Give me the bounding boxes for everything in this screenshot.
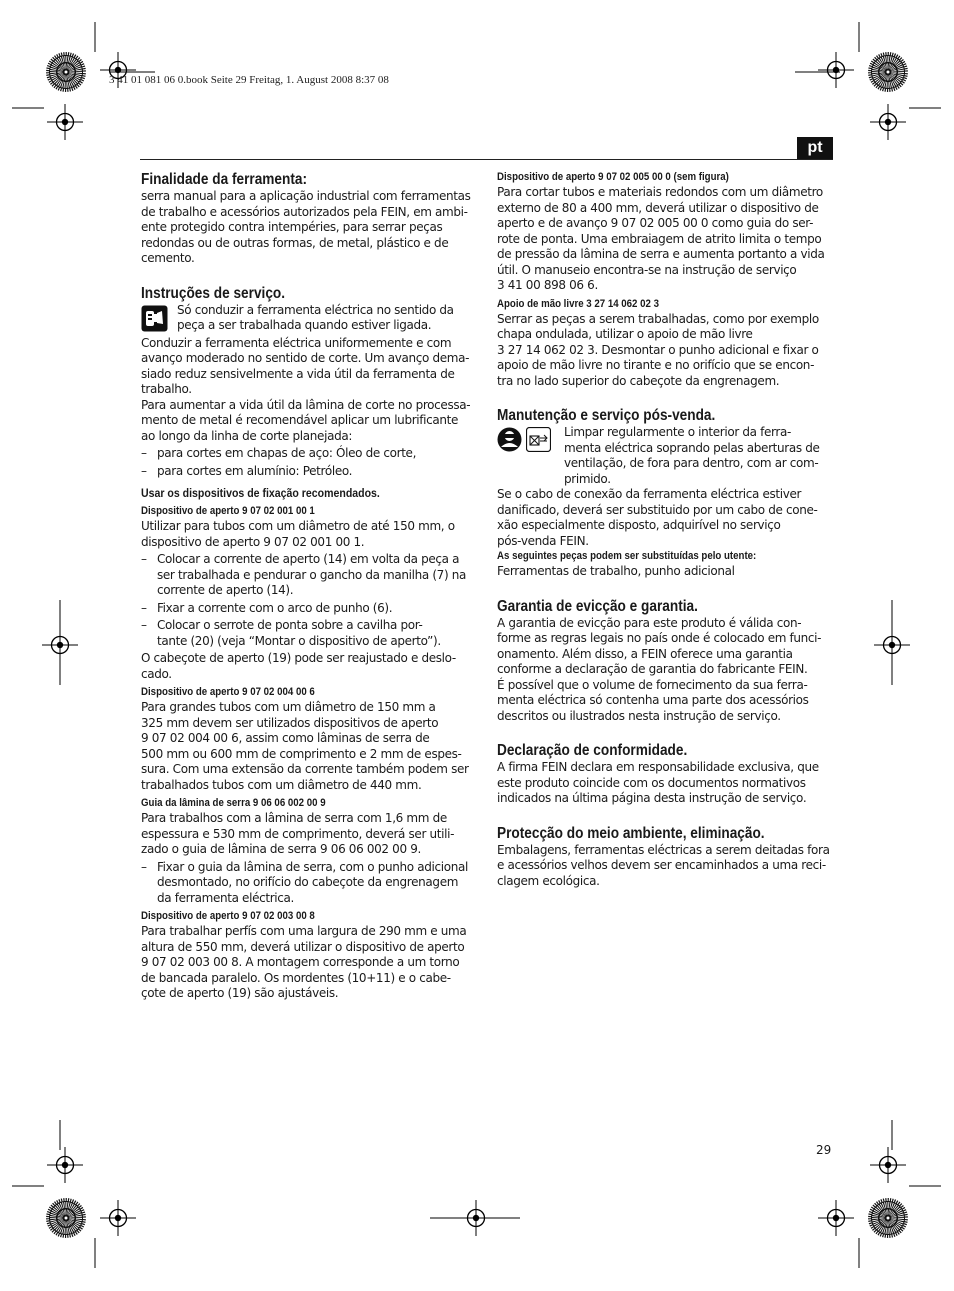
list-item: – para cortes em chapas de aço: Óleo de corte, bbox=[141, 446, 417, 460]
subsection-heading: Dispositivo de aperto 9 07 02 004 00 6 bbox=[141, 686, 315, 698]
section-heading: Instruções de serviço. bbox=[141, 284, 286, 302]
section-text: A firma FEIN declara em responsabilidade exclusiva, que este produto coincide com os documentos normativos indicados na última página desta instrução de serviço. bbox=[497, 760, 819, 805]
section-text: Ferramentas de trabalho, punho adicional bbox=[497, 564, 735, 578]
section-text: Para grandes tubos com um diâmetro de 150 mm a 325 mm devem ser utilizados dispositivos de aperto 9 07 02 004 00 6, assim como lâminas de serra de 500 mm ou 600 mm de comprimento e 2 mm de espes- sura. Com uma extensão da corrente também podem ser trabalhados tubos com um diâmetro de 440 mm. bbox=[141, 700, 469, 792]
section-text: A garantia de evicção para este produto é válida con- forme as regras legais no país onde é colocado em funci- onamento. Além disso, a FEIN oferece uma garantia conforme a declaração de garantia do fabricante FEIN. É possível que o volume de fornecimento da sua ferra- menta eléctrica só contenha uma parte dos acessórios descritos ou ilustrados nesta instrução de serviço. bbox=[497, 615, 822, 723]
section-text: serra manual para a aplicação industrial com ferramentas de trabalho e acessórios autorizados pela FEIN, em ambi- ente protegido contra intempéries, para serrar peças redondas ou de outras formas, de metal, plástico e de cemento. bbox=[141, 189, 471, 265]
file-info-header: 3 41 01 081 06 0.book Seite 29 Freitag, 1. August 2008 8:37 08 bbox=[109, 74, 389, 86]
subsection-heading: Dispositivo de aperto 9 07 02 005 00 0 (sem figura) bbox=[497, 171, 729, 183]
section-text: Serrar as peças a serem trabalhadas, como por exemplo chapa ondulada, utilizar o apoio de mão livre 3 27 14 062 02 3. Desmontar o punho adicional e fixar o apoio de mão livre no tirante e no orifício que se encon- tra no lado superior do cabeçote da engrenagem. bbox=[497, 311, 819, 388]
subsection-heading: Usar os dispositivos de fixação recomendados. bbox=[141, 486, 380, 500]
list-item: – para cortes em alumínio: Petróleo. bbox=[141, 463, 353, 478]
safety-note: Só conduzir a ferramenta eléctrica no sentido da peça a ser trabalhada quando estiver ligada. bbox=[141, 303, 481, 336]
section-heading: Finalidade da ferramenta: bbox=[141, 171, 308, 188]
section-text: Conduzir a ferramenta eléctrica uniformemente e com avanço moderado no sentido de corte. Um avanço dema- siado reduz sensivelmente a vida útil da ferramenta de trabalho. bbox=[141, 335, 470, 396]
section-heading: Declaração de conformidade. bbox=[497, 742, 688, 759]
top-rule bbox=[140, 159, 833, 160]
section-text: Embalagens, ferramentas eléctricas a serem deitadas fora e acessórios velhos devem ser encaminhados a uma reci- clagem ecológica. bbox=[497, 842, 830, 888]
subsection-heading: Guia da lâmina de serra 9 06 06 002 00 9 bbox=[141, 797, 326, 809]
list-item: – Fixar o guia da lâmina de serra, com o punho adicional desmontado, no orifício do cabeçote da engrenagem da ferramenta eléctrica. bbox=[141, 859, 468, 905]
section-text: O cabeçote de aperto (19) pode ser reajustado e deslo- cado. bbox=[141, 651, 456, 681]
subsection-heading: As seguintes peças podem ser substituídas pelo utente: bbox=[497, 550, 757, 562]
maintenance-note: Limpar regularmente o interior da ferra- menta eléctrica soprando pelas aberturas de ventilação, de fora para dentro, com ar com- primido. bbox=[497, 425, 837, 487]
hand-on-tool-icon bbox=[141, 305, 168, 336]
subsection-heading: Dispositivo de aperto 9 07 02 001 00 1 bbox=[141, 505, 315, 517]
section-heading: Garantia de evicção e garantia. bbox=[497, 597, 698, 615]
right-column bbox=[497, 170, 837, 889]
subsection-heading: Dispositivo de aperto 9 07 02 003 00 8 bbox=[141, 910, 315, 922]
section-heading: Manutenção e serviço pós-venda. bbox=[497, 407, 716, 424]
section-text: Para aumentar a vida útil da lâmina de corte no processa- mento de metal é recomendável aplicar um lubrificante ao longo da linha de corte planejada: bbox=[141, 397, 471, 443]
list-item: – Colocar a corrente de aperto (14) em volta da peça a ser trabalhada e pendurar o gancho da manilha (7) na corrente de aperto (14). bbox=[141, 552, 467, 597]
section-text: Para cortar tubos e materiais redondos com um diâmetro externo de 80 a 400 mm, deverá utilizar o dispositivo de aperto e de avanço 9 07 02 005 00 0 como guia do ser- rote de ponta. Uma embraiagem de atrito limita o tempo de pressão da lâmina de serra e aumenta portanto a vida útil. O manuseio encontra-se na instrução de serviço 3 41 00 898 06 6. bbox=[497, 185, 825, 292]
section-text: Se o cabo de conexão da ferramenta eléctrica estiver danificado, deverá ser substituido por um cabo de cone- xão especialmente disposto, adquirível no serviço pós-venda FEIN. bbox=[497, 487, 818, 548]
section-heading: Protecção do meio ambiente, eliminação. bbox=[497, 824, 765, 842]
list-item: – Fixar a corrente com o arco de punho (6). bbox=[141, 600, 393, 615]
left-column bbox=[141, 170, 481, 1002]
list-item: – Colocar o serrote de ponta sobre a cavilha por- tante (20) (veja “Montar o dispositivo de aperto”). bbox=[141, 618, 441, 648]
subsection-heading: Apoio de mão livre 3 27 14 062 02 3 bbox=[497, 297, 659, 310]
section-text: Utilizar para tubos com um diâmetro de até 150 mm, o dispositivo de aperto 9 07 02 001 00 1. bbox=[141, 519, 455, 549]
language-badge: pt bbox=[797, 137, 833, 159]
page-number: 29 bbox=[816, 1143, 832, 1157]
section-text: Para trabalhos com a lâmina de serra com 1,6 mm de espessura e 530 mm de comprimento, deverá ser utili- zado o guia de lâmina de serra 9 06 06 002 00 9. bbox=[141, 811, 455, 856]
section-text: Para trabalhar perfís com uma largura de 290 mm e uma altura de 550 mm, deverá utilizar o dispositivo de aperto 9 07 02 003 00 8. A montagem corresponde a um torno de bancada paralelo. Os mordentes (10+11) e o cabe- çote de aperto (19) são ajustáveis. bbox=[141, 924, 467, 1000]
safety-glasses-icon bbox=[497, 427, 522, 456]
compressed-air-icon bbox=[526, 427, 551, 456]
